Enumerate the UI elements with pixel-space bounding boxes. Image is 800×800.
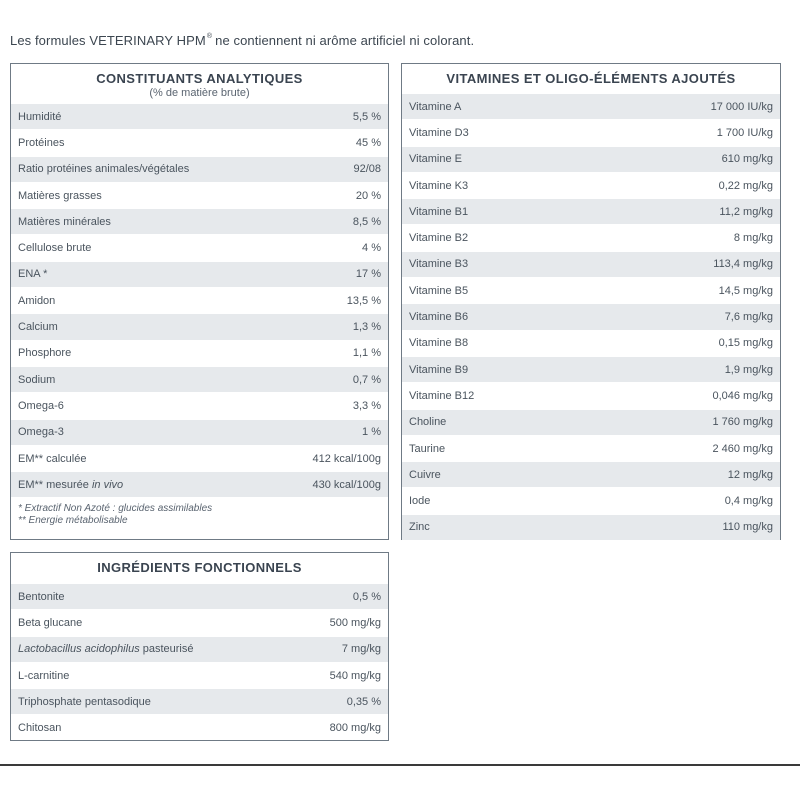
row-label: Matières minérales — [18, 215, 111, 228]
table-row — [402, 251, 780, 277]
table-row — [402, 330, 780, 356]
row-value: 610 mg/kg — [721, 153, 773, 166]
row-value: 500 mg/kg — [329, 616, 381, 629]
table-row — [11, 714, 388, 740]
row-label: Vitamine B1 — [409, 205, 469, 218]
row-value: 8 mg/kg — [733, 232, 773, 245]
table-row — [11, 156, 388, 182]
table-row — [11, 182, 388, 208]
row-value: 1 700 IU/kg — [716, 126, 773, 139]
row-value: 11,2 mg/kg — [719, 205, 773, 218]
table-row — [11, 261, 388, 287]
table-row — [402, 277, 780, 303]
row-label: Vitamine B5 — [409, 284, 469, 297]
table-row — [11, 392, 388, 418]
row-label: ENA * — [18, 268, 48, 281]
row-value: 1,9 mg/kg — [724, 363, 773, 376]
table-row — [402, 146, 780, 172]
row-value: 0,4 mg/kg — [724, 495, 773, 508]
table-row — [11, 287, 388, 313]
row-value: 17 % — [355, 268, 381, 281]
table-row — [11, 583, 388, 609]
footnote: * Extractif Non Azoté : glucides assimilables — [18, 503, 213, 515]
row-value: 110 mg/kg — [722, 521, 773, 534]
table-row — [402, 514, 780, 540]
functional-rows — [11, 583, 388, 741]
row-value: 0,22 mg/kg — [718, 179, 773, 192]
row-value: 0,15 mg/kg — [718, 337, 773, 350]
row-label: Amidon — [18, 294, 56, 307]
row-label-italic: in vivo — [91, 478, 124, 491]
intro-text — [10, 33, 474, 48]
intro-after: ne contiennent ni arôme artificiel ni colorant. — [215, 33, 475, 48]
row-value: 2 460 mg/kg — [712, 442, 773, 455]
row-value: 17 000 IU/kg — [710, 100, 773, 113]
row-label: Vitamine B9 — [409, 363, 469, 376]
vitamins-rows — [402, 93, 780, 540]
row-label: Chitosan — [18, 722, 62, 735]
row-value: 4 % — [362, 242, 381, 255]
row-label: Humidité — [18, 110, 62, 123]
table-row — [11, 609, 388, 635]
table-row — [402, 224, 780, 250]
table-row — [11, 471, 388, 497]
row-label: Phosphore — [18, 347, 72, 360]
row-value: 45 % — [355, 136, 381, 149]
panel-subtitle: (% de matière brute) — [149, 87, 250, 99]
row-label: Sodium — [18, 373, 56, 386]
row-value: 12 mg/kg — [727, 468, 773, 481]
row-value: 20 % — [355, 189, 381, 202]
panel-header — [402, 64, 780, 93]
panel-title: INGRÉDIENTS FONCTIONNELS — [97, 560, 302, 575]
table-row — [11, 129, 388, 155]
row-label: Matières grasses — [18, 189, 102, 202]
row-value: 0,046 mg/kg — [712, 389, 773, 402]
panel-title: CONSTITUANTS ANALYTIQUES — [96, 71, 303, 86]
row-value: 3,3 % — [352, 399, 381, 412]
row-label: Vitamine A — [409, 100, 462, 113]
row-value: 8,5 % — [352, 215, 381, 228]
footnote: ** Energie métabolisable — [18, 515, 128, 527]
row-value: 540 mg/kg — [329, 669, 381, 682]
row-label: Zinc — [409, 521, 430, 534]
row-value: 1,1 % — [352, 347, 381, 360]
row-value: 1 % — [362, 426, 381, 439]
row-label: L-carnitine — [18, 669, 70, 682]
table-row — [402, 435, 780, 461]
row-label: Taurine — [409, 442, 446, 455]
table-row — [11, 313, 388, 339]
row-label-part: EM** mesurée — [18, 478, 92, 491]
row-label: Cuivre — [409, 468, 441, 481]
row-value: 14,5 mg/kg — [718, 284, 773, 297]
row-value: 5,5 % — [352, 110, 381, 123]
row-value: 113,4 mg/kg — [713, 258, 773, 271]
row-label: Bentonite — [18, 590, 65, 603]
table-row — [402, 93, 780, 119]
table-row — [11, 340, 388, 366]
table-row — [402, 303, 780, 329]
row-label: Ratio protéines animales/végétales — [18, 163, 190, 176]
table-row — [402, 198, 780, 224]
table-row — [11, 366, 388, 392]
row-value: 1 760 mg/kg — [712, 416, 773, 429]
table-row — [402, 487, 780, 513]
registered-mark: ® — [206, 33, 213, 40]
row-label — [18, 643, 194, 655]
row-label: EM** calculée — [18, 452, 87, 465]
row-label: Vitamine B8 — [409, 337, 469, 350]
intro-before: Les formules VETERINARY HPM — [10, 33, 206, 48]
table-row — [11, 688, 388, 714]
row-label: Vitamine E — [409, 153, 462, 166]
row-label: Calcium — [18, 321, 58, 334]
row-label: Vitamine B2 — [409, 232, 469, 245]
row-label: Omega-3 — [18, 426, 64, 439]
row-label: Choline — [409, 416, 447, 429]
row-label: Vitamine B3 — [409, 258, 469, 271]
row-label: Vitamine K3 — [409, 179, 469, 192]
vitamins-panel — [401, 63, 781, 540]
table-row — [402, 356, 780, 382]
row-value: 800 mg/kg — [329, 722, 381, 735]
row-value: 13,5 % — [346, 294, 381, 307]
row-label: Vitamine D3 — [409, 126, 469, 139]
table-row — [11, 662, 388, 688]
row-label: Iode — [409, 495, 431, 508]
row-value: 7 mg/kg — [341, 643, 381, 656]
footnotes — [11, 497, 388, 527]
row-label: Protéines — [18, 136, 65, 149]
row-value: 0,7 % — [352, 373, 381, 386]
table-row — [11, 419, 388, 445]
panel-header — [11, 64, 388, 103]
row-label — [18, 479, 123, 491]
row-label-part: pasteurisé — [139, 643, 194, 656]
analytical-rows — [11, 103, 388, 497]
table-row — [11, 234, 388, 260]
table-row — [11, 636, 388, 662]
row-value: 7,6 mg/kg — [724, 311, 773, 324]
table-row — [11, 445, 388, 471]
panel-title: VITAMINES ET OLIGO-ÉLÉMENTS AJOUTÉS — [446, 71, 736, 86]
functional-ingredients-panel — [10, 552, 389, 741]
table-row — [402, 172, 780, 198]
row-label: Omega-6 — [18, 399, 64, 412]
bottom-divider — [0, 764, 800, 766]
panel-header — [11, 553, 388, 583]
row-label: Cellulose brute — [18, 242, 92, 255]
row-label: Triphosphate pentasodique — [18, 695, 151, 708]
table-row — [402, 119, 780, 145]
table-row — [402, 382, 780, 408]
row-value: 430 kcal/100g — [312, 478, 381, 491]
row-label-italic: Lactobacillus acidophilus — [18, 643, 140, 656]
table-row — [402, 409, 780, 435]
table-row — [402, 461, 780, 487]
analytical-constituents-panel — [10, 63, 389, 540]
row-value: 92/08 — [353, 163, 381, 176]
row-value: 0,5 % — [352, 590, 381, 603]
table-row — [11, 208, 388, 234]
table-row — [11, 103, 388, 129]
row-value: 1,3 % — [352, 321, 381, 334]
row-value: 412 kcal/100g — [312, 452, 381, 465]
row-label: Beta glucane — [18, 616, 83, 629]
row-label: Vitamine B6 — [409, 311, 469, 324]
row-label: Vitamine B12 — [409, 389, 475, 402]
row-value: 0,35 % — [346, 695, 381, 708]
